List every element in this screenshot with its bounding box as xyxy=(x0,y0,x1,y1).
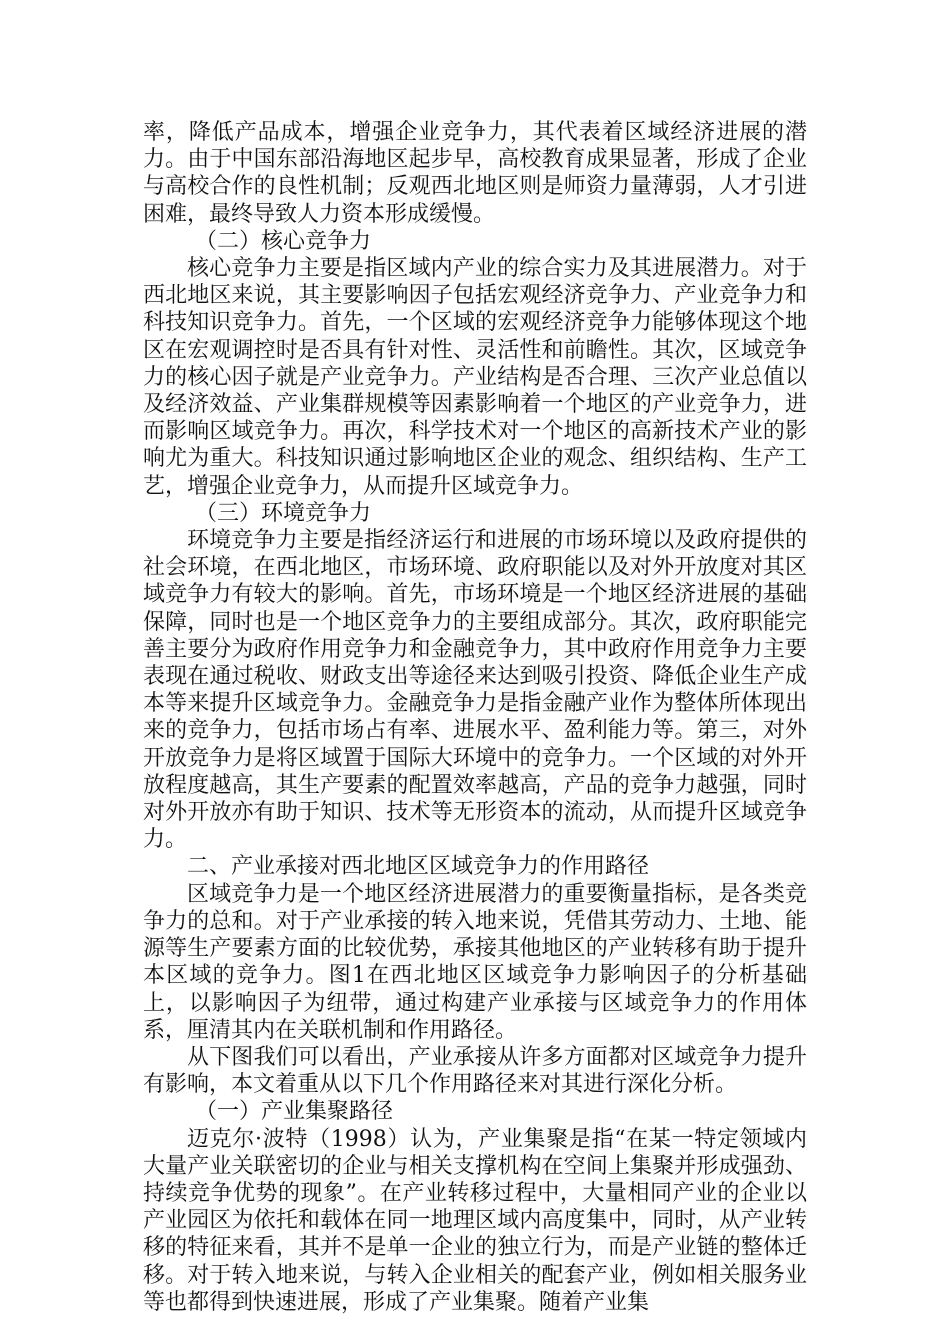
section-two-paragraph: 区域竞争力是一个地区经济进展潜力的重要衡量指标，是各类竞争力的总和。对于产业承接的转入地来说，凭借其劳动力、土地、能源等生产要素方面的比较优势，承接其他地区的产业转移有助于提升本区域的竞争力。图1在西北地区区域竞争力影响因子的分析基础上，以影响因子为纽带，通过构建产业承接与区域竞争力的作用体系，厘清其内在关联机制和作用路径。 xyxy=(143,881,807,1043)
core-competitiveness-heading: （二）核心竞争力 xyxy=(195,228,372,254)
document-body xyxy=(143,119,807,1316)
environment-competitiveness-paragraph: 环境竞争力主要是指经济运行和进展的市场环境以及政府提供的社会环境，在西北地区，市场环境、政府职能以及对外开放度对其区域竞争力有较大的影响。首先，市场环境是一个地区经济进展的基础保障，同时也是一个地区竞争力的主要组成部分。其次，政府职能完善主要分为政府作用竞争力和金融竞争力，其中政府作用竞争力主要表现在通过税收、财政支出等途径来达到吸引投资、降低企业生产成本等来提升区域竞争力。金融竞争力是指金融产业作为整体所体现出来的竞争力，包括市场占有率、进展水平、盈利能力等。第三，对外开放竞争力是将区域置于国际大环境中的竞争力。一个区域的对外开放程度越高，其生产要素的配置效率越高，产品的竞争力越强，同时对外开放亦有助于知识、技术等无形资本的流动，从而提升区域竞争力。 xyxy=(143,528,807,853)
industrial-cluster-paragraph: 迈克尔·波特（1998）认为，产业集聚是指“在某一特定领域内大量产业关联密切的企业与相关支撑机构在空间上集聚并形成强劲、持续竞争优势的现象”。在产业转移过程中，大量相同产业的企业以产业园区为依托和载体在同一地理区域内高度集中，同时，从产业转移的特征来看，其并不是单一企业的独立行为，而是产业链的整体迁移。对于转入地来说，与转入企业相关的配套产业，例如相关服务业等也都得到快速进展，形成了产业集聚。随着产业集 xyxy=(143,1126,807,1315)
core-competitiveness-paragraph: 核心竞争力主要是指区域内产业的综合实力及其进展潜力。对于西北地区来说，其主要影响因子包括宏观经济竞争力、产业竞争力和科技知识竞争力。首先，一个区域的宏观经济竞争力能够体现这个地区在宏观调控时是否具有针对性、灵活性和前瞻性。其次，区域竞争力的核心因子就是产业竞争力。产业结构是否合理、三次产业总值以及经济效益、产业集群规模等因素影响着一个地区的产业竞争力，进而影响区域竞争力。再次，科学技术对一个地区的高新技术产业的影响尤为重大。科技知识通过影响地区企业的观念、组织结构、生产工艺，增强企业竞争力，从而提升区域竞争力。 xyxy=(143,256,807,499)
section-two-heading: 二、产业承接对西北地区区域竞争力的作用路径 xyxy=(187,854,650,880)
industrial-cluster-heading: （一）产业集聚路径 xyxy=(195,1099,394,1125)
intro-paragraph: 率，降低产品成本，增强企业竞争力，其代表着区域经济进展的潜力。由于中国东部沿海地区起步早，高校教育成果显著，形成了企业与高校合作的良性机制；反观西北地区则是师资力量薄弱，人才引进困难，最终导致人力资本形成缓慢。 xyxy=(143,120,807,227)
environment-competitiveness-heading: （三）环境竞争力 xyxy=(195,500,372,526)
figure-reference-paragraph: 从下图我们可以看出，产业承接从许多方面都对区域竞争力提升有影响，本文着重从以下几个作用路径来对其进行深化分析。 xyxy=(143,1044,807,1098)
